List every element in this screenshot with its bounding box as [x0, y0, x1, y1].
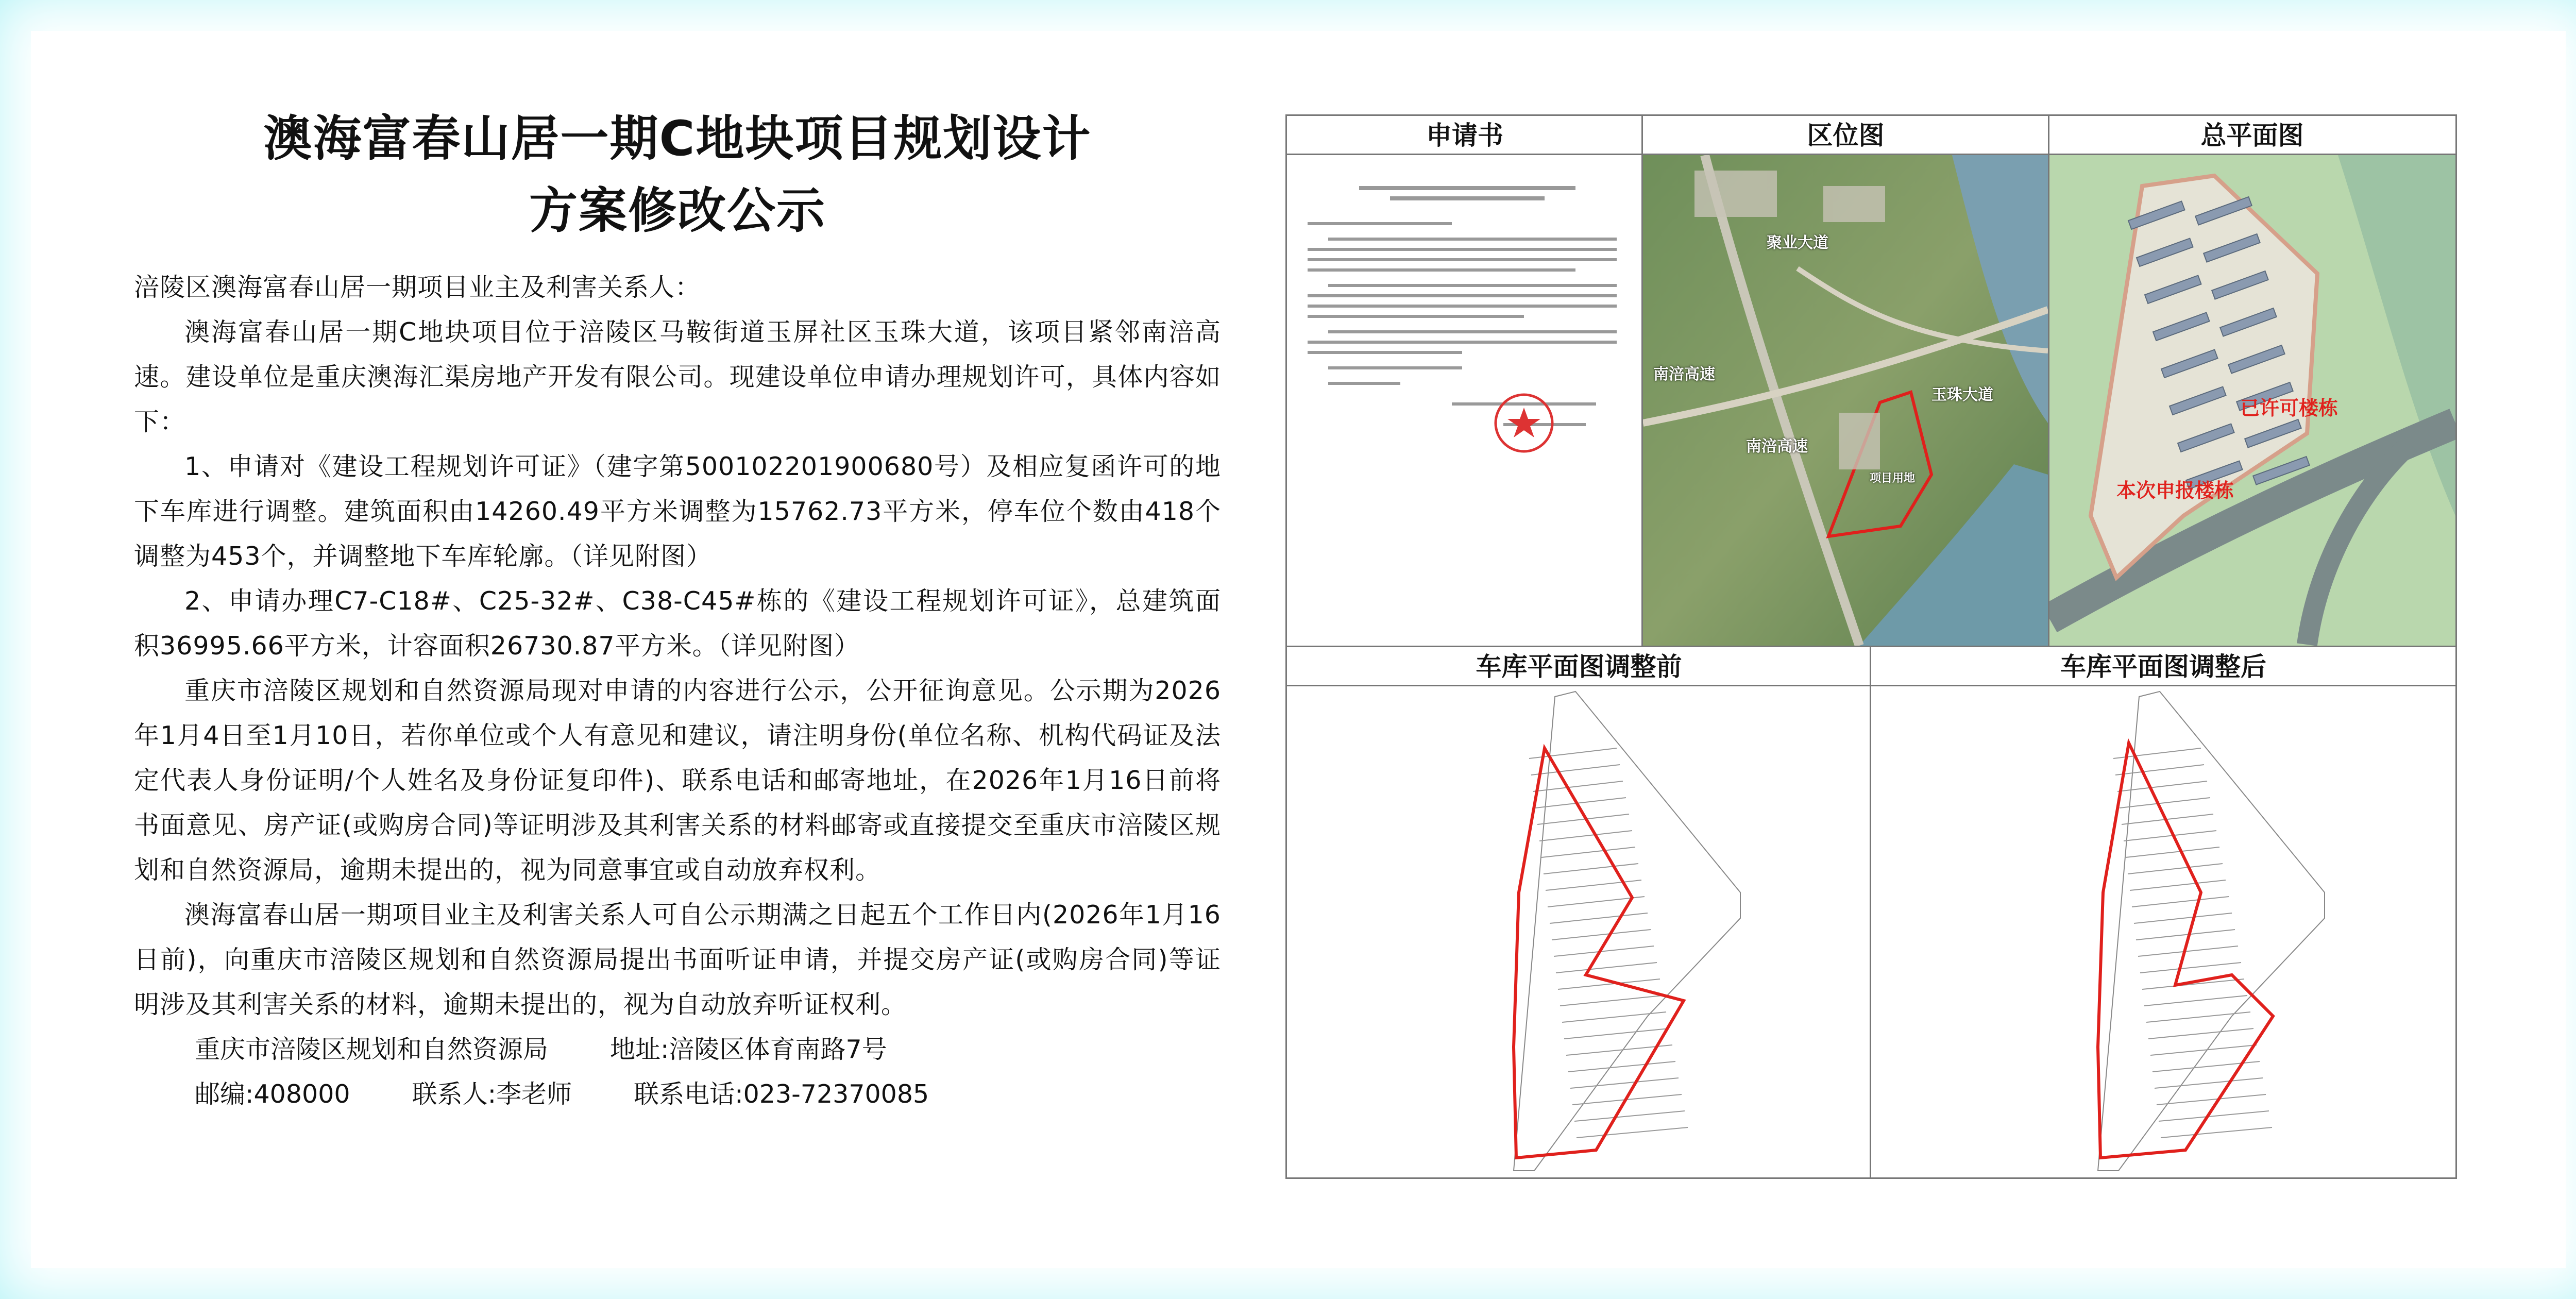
parking-row — [2144, 996, 2247, 1006]
garage-plan-before — [1287, 686, 1870, 1177]
parking-row — [2136, 930, 2235, 940]
parking-row — [2155, 1078, 2263, 1088]
parking-row — [2161, 1127, 2272, 1138]
parking-row — [2159, 1111, 2269, 1121]
parking-row — [1550, 913, 1648, 923]
parking-row — [1535, 798, 1626, 808]
parking-row — [1556, 963, 1657, 973]
garage-after-header: 车库平面图调整后 — [1871, 647, 2455, 686]
notice-title: 澳海富春山居一期C地块项目规划设计 — [263, 111, 1092, 167]
parking-row — [2150, 1045, 2257, 1055]
parking-row — [2146, 1012, 2250, 1022]
notice-subtitle: 方案修改公示 — [529, 183, 826, 239]
salutation: 涪陵区澳海富春山居一期项目业主及利害关系人： — [134, 273, 701, 302]
site-plan-header: 总平面图 — [2049, 116, 2455, 155]
parking-row — [2120, 798, 2210, 808]
parking-row — [1562, 1012, 1666, 1022]
footer-contact: 联系人:李老师 — [412, 1079, 572, 1109]
map-label-road: 南涪高速 — [1746, 437, 1808, 456]
parking-row — [2148, 1028, 2253, 1039]
applied-buildings-label: 本次申报楼栋 — [2116, 479, 2234, 502]
parking-row — [1574, 1111, 1685, 1121]
parking-row — [1552, 930, 1651, 940]
parking-row — [2138, 946, 2238, 956]
parking-row — [1568, 1061, 1675, 1072]
parking-row — [1577, 1127, 1688, 1138]
map-label-road: 南涪高速 — [1653, 365, 1715, 383]
application-item-2: 2、申请办理C7-C18#、C25-32#、C38-C45#栋的《建设工程规划许可证》，总建筑面积36995.66平方米，计容面积26730.87平方米。（详见附图） — [134, 586, 1221, 661]
garage-after-drawing — [1871, 686, 2455, 1177]
permitted-buildings-label: 已许可楼栋 — [2240, 397, 2338, 419]
footer-postcode: 邮编:408000 — [195, 1079, 350, 1109]
parking-row — [1541, 847, 1635, 857]
location-map-header: 区位图 — [1642, 116, 2049, 155]
map-label-road: 玉珠大道 — [1931, 386, 1993, 404]
parking-row — [2115, 765, 2204, 775]
parking-row — [2128, 864, 2223, 874]
footer-address: 地址:涪陵区体育南路7号 — [610, 1035, 887, 1064]
parking-row — [2124, 831, 2216, 841]
footer-agency: 重庆市涪陵区规划和自然资源局 — [195, 1035, 549, 1064]
parking-row — [1544, 864, 1638, 874]
parking-row — [1560, 996, 1663, 1006]
site-plan — [2049, 155, 2455, 646]
footer-phone: 联系电话:023-72370085 — [634, 1079, 929, 1109]
application-scan — [1287, 155, 1641, 646]
public-notice-paragraph: 重庆市涪陵区规划和自然资源局现对申请的内容进行公示，公开征询意见。公示期为2026年1月4日至1月10日，若你单位或个人有意见和建议，请注明身份(单位名称、机构代码证及法定代表人身份证明/个人姓名及身份证复印件)、联系电话和邮寄地址，在2026年1月16日前将书面意见、房产证(或购房合同)等证明涉及其利害关系的材料邮寄或直接提交至重庆市涪陵区规划和自然资源局，逾期未提出的，视为同意事宜或自动放弃权利。 — [134, 676, 1221, 885]
parking-row — [2130, 880, 2226, 890]
parking-row — [2126, 847, 2219, 857]
application-document — [1287, 155, 1641, 646]
parking-row — [1570, 1078, 1679, 1088]
footer-line-2 — [134, 1072, 1221, 1117]
hearing-paragraph: 澳海富春山居一期项目业主及利害关系人可自公示期满之日起五个工作日内(2026年1月16日前)，向重庆市涪陵区规划和自然资源局提出书面听证申请，并提交房产证(或购房合同)等证明涉及其利害关系的材料，逾期未提出的，视为自动放弃听证权利。 — [134, 900, 1221, 1019]
parking-row — [1539, 831, 1632, 841]
parking-row — [2140, 963, 2241, 973]
map-label-road: 聚业大道 — [1767, 234, 1828, 252]
drawings-frame — [1285, 114, 2457, 1179]
intro-paragraph: 澳海富春山居一期C地块项目位于涪陵区马鞍街道玉屏社区玉珠大道，该项目紧邻南涪高速。建设单位是重庆澳海汇渠房地产开发有限公司。现建设单位申请办理规划许可，具体内容如下： — [134, 317, 1221, 436]
map-label-site: 项目用地 — [1870, 472, 1916, 485]
garage-plan-after — [1871, 686, 2455, 1177]
parking-row — [1531, 765, 1620, 775]
application-item-1: 1、申请对《建设工程规划许可证》（建字第500102201900680号）及相应复函许可的地下车库进行调整。建筑面积由14260.49平方米调整为15762.73平方米，停车位个数由418个调整为453个，并调整地下车库轮廓。（详见附图） — [134, 452, 1221, 571]
parking-row — [2134, 913, 2232, 923]
location-map — [1643, 155, 2048, 646]
parking-row — [1564, 1028, 1669, 1039]
parking-row — [2132, 897, 2229, 907]
notice-text-column — [134, 103, 1221, 1226]
application-header: 申请书 — [1287, 116, 1642, 155]
garage-before-drawing — [1287, 686, 1870, 1177]
footer-line-1 — [134, 1027, 1221, 1072]
garage-before-header: 车库平面图调整前 — [1287, 647, 1871, 686]
